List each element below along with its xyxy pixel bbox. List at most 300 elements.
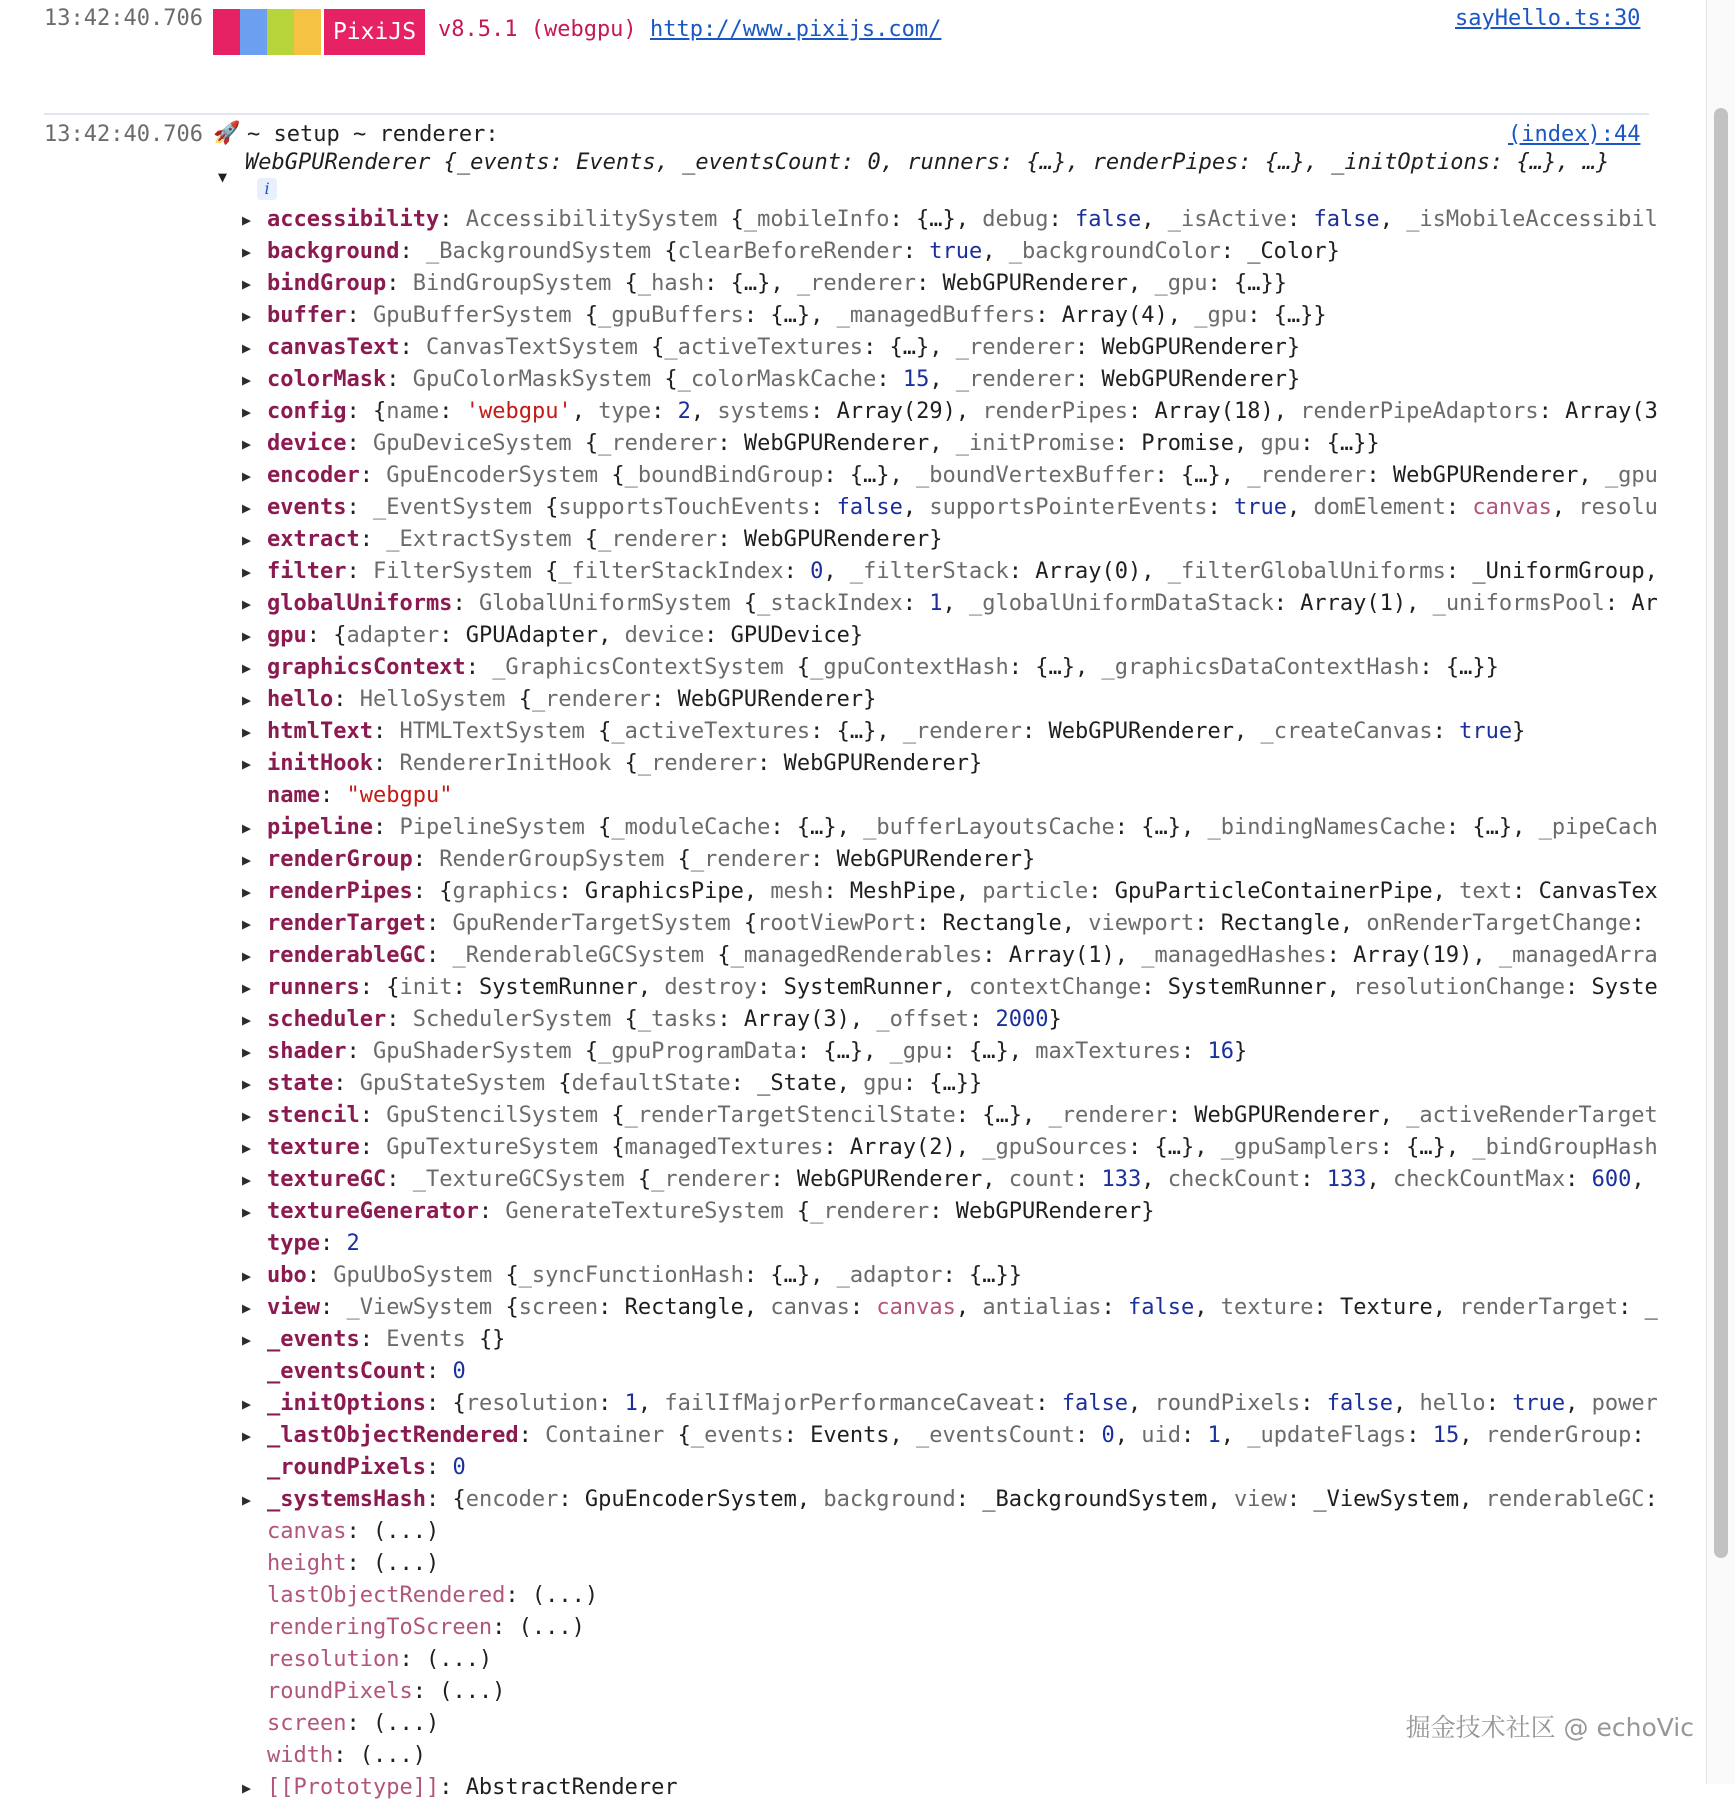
log-message: ~ setup ~ renderer:: [247, 122, 499, 147]
prototype-text: [[Prototype]]: AbstractRenderer: [267, 1775, 678, 1800]
expand-triangle-icon[interactable]: ▶: [242, 1171, 252, 1189]
property-key: initHook: [267, 751, 373, 776]
property-row[interactable]: [242, 1164, 1655, 1196]
property-value-segment: GpuUboSystem: [333, 1263, 506, 1288]
expand-triangle-icon[interactable]: ▶: [242, 1043, 252, 1061]
property-key: bindGroup: [267, 271, 387, 296]
property-value-segment: : _BackgroundSystem,: [955, 1487, 1234, 1512]
property-value-segment: : Array(3: [1538, 399, 1658, 424]
expand-triangle-icon[interactable]: ▶: [242, 531, 252, 549]
property-key: colorMask: [267, 367, 387, 392]
property-value-segment: ,: [1392, 1391, 1420, 1416]
property-value-segment: checkCount: [1167, 1167, 1301, 1192]
property-row[interactable]: [242, 684, 1655, 716]
property-value-segment: FilterSystem: [372, 559, 546, 584]
property-value-segment: : Rectangle,: [1194, 911, 1367, 936]
expand-triangle-icon[interactable]: ▶: [242, 1267, 252, 1285]
property-value-segment: : GPUAdapter,: [439, 623, 625, 648]
pixijs-url-link[interactable]: http://www.pixijs.com/: [650, 17, 942, 42]
property-key: _roundPixels: [267, 1455, 426, 1480]
expand-triangle-icon[interactable]: ▶: [242, 211, 252, 229]
object-summary[interactable]: WebGPURenderer {_events: Events, _eventsCount: 0, runners: {…}, renderPipes: {…}, _initOptions: {…}, …}: [245, 150, 1610, 175]
property-key: texture: [267, 1135, 360, 1160]
property-text: shader: GpuShaderSystem {_gpuProgramData: {…}, _gpu: {…}, maxTextures: 16}: [267, 1039, 1248, 1064]
property-value-segment: HTMLTextSystem: [399, 719, 599, 744]
property-text: renderGroup: RenderGroupSystem {_renderer: WebGPURenderer}: [267, 847, 1036, 872]
property-value-segment: {: [637, 1167, 652, 1192]
property-value-segment: {: [372, 399, 387, 424]
object-properties: [242, 204, 1658, 1804]
property-row[interactable]: [242, 1292, 1658, 1324]
getter-row[interactable]: [245, 1580, 1655, 1612]
property-value-segment: : WebGPURenderer,: [1366, 463, 1605, 488]
getter-value[interactable]: (...): [372, 1551, 440, 1576]
property-key: config: [267, 399, 347, 424]
property-value-segment: uid: [1141, 1423, 1181, 1448]
expand-triangle-icon[interactable]: ▶: [242, 1107, 252, 1125]
property-value-segment: {: [624, 751, 638, 776]
property-value-segment: {: [439, 879, 453, 904]
property-value-segment: _pipeCach: [1538, 815, 1658, 840]
property-row[interactable]: [242, 332, 1655, 364]
property-value-segment: :: [849, 1295, 877, 1320]
property-value-segment: : SystemRunner,: [452, 975, 665, 1000]
property-value-segment: _renderer: [1048, 1103, 1168, 1128]
expand-triangle-icon[interactable]: ▶: [242, 307, 252, 325]
property-row[interactable]: [242, 748, 1655, 780]
property-row[interactable]: [242, 1420, 1655, 1452]
property-text: state: GpuStateSystem {defaultState: _State, gpu: {…}}: [267, 1071, 983, 1096]
expand-triangle-icon[interactable]: ▶: [242, 371, 252, 389]
property-value-segment: :: [1181, 1423, 1208, 1448]
property-value-segment: GpuStateSystem: [359, 1071, 559, 1096]
property-value-segment: : WebGPURenderer}: [757, 751, 983, 776]
property-value-segment: ,: [1379, 207, 1407, 232]
property-value-segment: {: [664, 367, 678, 392]
property-value-segment: : Texture,: [1313, 1295, 1460, 1320]
property-value-segment: _syncFunctionHash: [518, 1263, 744, 1288]
property-key: stencil: [267, 1103, 360, 1128]
property-value-segment: _renderer: [637, 751, 758, 776]
property-value-segment: _boundVertexBuffer: [916, 463, 1155, 488]
property-value-segment: ,: [1286, 495, 1314, 520]
property-value-segment: _managedBuffers: [836, 303, 1036, 328]
property-row[interactable]: [242, 588, 1658, 620]
property-value-segment: _renderTargetStencilState: [624, 1103, 956, 1128]
property-value-segment: {: [505, 1295, 519, 1320]
property-value-segment: {: [452, 1487, 466, 1512]
property-row[interactable]: [242, 364, 1655, 396]
property-value-segment: :: [1035, 1391, 1062, 1416]
property-value-segment: maxTextures: [1035, 1039, 1181, 1064]
property-value-segment: _tasks: [637, 1007, 718, 1032]
getter-row[interactable]: [245, 1676, 1655, 1708]
expand-triangle-icon[interactable]: ▶: [242, 883, 252, 901]
expand-triangle-icon[interactable]: ▶: [242, 691, 252, 709]
property-value-segment: graphics: [452, 879, 559, 904]
property-row[interactable]: [242, 1324, 1655, 1356]
property-value-segment: _managedHashes: [1141, 943, 1327, 968]
getter-value[interactable]: (...): [439, 1679, 506, 1704]
property-value-segment: GpuStencilSystem: [386, 1103, 612, 1128]
getter-key: height: [267, 1551, 347, 1576]
property-value-segment: 0: [1101, 1423, 1115, 1448]
property-text: device: GpuDeviceSystem {_renderer: WebGPURenderer, _initPromise: Promise, gpu: {…}}: [267, 431, 1380, 456]
property-value-segment: 2: [346, 1231, 360, 1256]
property-key: accessibility: [267, 207, 440, 232]
property-value-segment: screen: [518, 1295, 599, 1320]
property-value-segment: 600: [1591, 1167, 1632, 1192]
property-value-segment: failIfMajorPerformanceCaveat: [664, 1391, 1036, 1416]
expand-triangle-icon[interactable]: ▶: [242, 1203, 252, 1221]
expand-triangle-icon[interactable]: ▶: [242, 851, 252, 869]
property-row[interactable]: [242, 1260, 1655, 1292]
property-value-segment: }: [1233, 1039, 1248, 1064]
property-text: events: _EventSystem {supportsTouchEvents: false, supportsPointerEvents: true, domElement: canvas, resolu: [267, 495, 1658, 520]
property-value-segment: _moduleCache: [611, 815, 771, 840]
property-value-segment: {: [452, 1391, 466, 1416]
property-value-segment: _renderer: [651, 1167, 771, 1192]
expand-triangle-icon[interactable]: ▶: [242, 723, 252, 741]
property-value-segment: renderPipeAdaptors: [1300, 399, 1539, 424]
property-value-segment: _offset: [876, 1007, 970, 1032]
property-value-segment: : {…},: [770, 815, 864, 840]
property-text: renderPipes: {graphics: GraphicsPipe, mesh: MeshPipe, particle: GpuParticleContainerPipe, text: CanvasTex: [267, 879, 1658, 904]
expand-triangle-icon[interactable]: ▶: [242, 1779, 252, 1797]
property-value-segment: name: [386, 399, 440, 424]
property-value-segment: : {…},: [823, 463, 917, 488]
property-value-segment: gpu: [863, 1071, 903, 1096]
property-value-segment: _gpuProgramData: [598, 1039, 797, 1064]
property-row[interactable]: [242, 236, 1655, 268]
property-value-segment: _eventsCount: [916, 1423, 1075, 1448]
scrollbar-thumb[interactable]: [1714, 108, 1728, 1558]
rocket-icon: 🚀: [213, 121, 241, 146]
property-value-segment: : Rectangle,: [916, 911, 1089, 936]
property-row[interactable]: [242, 1388, 1658, 1420]
property-value-segment: : {…},: [796, 1039, 890, 1064]
info-icon[interactable]: i: [257, 178, 277, 200]
expand-triangle-icon[interactable]: ▶: [242, 627, 252, 645]
property-value-segment: {: [743, 591, 758, 616]
property-value-segment: 1: [929, 591, 943, 616]
property-value-segment: {: [545, 495, 559, 520]
property-value-segment: ,: [1366, 1167, 1393, 1192]
property-row[interactable]: [242, 268, 1655, 300]
property-value-segment: gpu: [1260, 431, 1301, 456]
property-value-segment: Container: [545, 1423, 678, 1448]
property-value-segment: _gpuBuffers: [598, 303, 744, 328]
property-value-segment: _activeTextures: [664, 335, 864, 360]
property-value-segment: contextChange: [969, 975, 1142, 1000]
property-value-segment: ,: [1194, 1295, 1221, 1320]
property-value-segment: background: [823, 1487, 956, 1512]
property-value-segment: 133: [1101, 1167, 1142, 1192]
property-key: renderableGC: [267, 943, 426, 968]
property-value-segment: HelloSystem: [359, 687, 519, 712]
expand-triangle-icon[interactable]: ▶: [242, 339, 252, 357]
property-value-segment: :: [876, 367, 903, 392]
property-row[interactable]: [242, 460, 1658, 492]
expand-triangle-icon[interactable]: ▶: [242, 275, 252, 293]
property-text: accessibility: AccessibilitySystem {_mobileInfo: {…}, debug: false, _isActive: false, _isMobileAccessibil: [267, 207, 1658, 232]
property-value-segment: GpuShaderSystem: [372, 1039, 585, 1064]
expand-triangle-icon[interactable]: ▶: [242, 659, 252, 677]
property-value-segment: : WebGPURenderer}: [651, 687, 877, 712]
property-value-segment: supportsTouchEvents: [558, 495, 811, 520]
property-text: gpu: {adapter: GPUAdapter, device: GPUDevice}: [267, 623, 864, 648]
property-text: extract: _ExtractSystem {_renderer: WebGPURenderer}: [267, 527, 943, 552]
property-value-segment: ,: [955, 1295, 983, 1320]
property-value-segment: 1: [1207, 1423, 1221, 1448]
property-value-segment: GpuTextureSystem: [386, 1135, 612, 1160]
getter-row[interactable]: [245, 1644, 1655, 1676]
property-value-segment: :: [1300, 1391, 1327, 1416]
property-value-segment: _updateFlags: [1247, 1423, 1407, 1448]
property-value-segment: _EventSystem: [372, 495, 546, 520]
property-value-segment: : {…},: [889, 207, 983, 232]
property-value-segment: GenerateTextureSystem: [505, 1199, 797, 1224]
property-value-segment: GpuBufferSystem: [372, 303, 585, 328]
expand-triangle-icon[interactable]: ▶: [242, 435, 252, 453]
source-link-sayhello[interactable]: sayHello.ts:30: [1455, 6, 1641, 31]
getter-row[interactable]: [245, 1548, 1655, 1580]
property-key: name: [267, 783, 320, 808]
getter-value[interactable]: (...): [359, 1743, 426, 1768]
property-value-segment: _filterStack: [849, 559, 1009, 584]
property-value-segment: _gpu: [889, 1039, 943, 1064]
banner-color-block: [213, 9, 240, 55]
property-text: filter: FilterSystem {_filterStackIndex: 0, _filterStack: Array(0), _filterGlobalUniforms: _UniformGroup,: [267, 559, 1658, 584]
property-value-segment: :: [1048, 207, 1075, 232]
property-value-segment: ,: [637, 1391, 665, 1416]
property-value-segment: _renderer: [690, 847, 811, 872]
property-row[interactable]: [242, 652, 1655, 684]
property-text: background: _BackgroundSystem {clearBeforeRender: true, _backgroundColor: _Color}: [267, 239, 1340, 264]
property-value-segment: : WebGPURenderer,: [717, 431, 956, 456]
expand-triangle-icon[interactable]: ▶: [242, 1395, 252, 1413]
property-value-segment: resolu: [1578, 495, 1658, 520]
property-value-segment: {: [611, 1103, 625, 1128]
property-value-segment: false: [1128, 1295, 1195, 1320]
property-row[interactable]: [242, 620, 1655, 652]
expand-triangle-icon[interactable]: ▶: [242, 755, 252, 773]
property-value-segment: _isMobileAccessibil: [1406, 207, 1658, 232]
getter-row[interactable]: [245, 1516, 1655, 1548]
property-value-segment: _gpuContextHash: [810, 655, 1009, 680]
property-value-segment: Events: [386, 1327, 479, 1352]
property-value-segment: : {…}}: [1419, 655, 1499, 680]
property-row[interactable]: [242, 492, 1658, 524]
property-value-segment: :: [1631, 911, 1645, 936]
expand-triangle-icon[interactable]: ▶: [242, 915, 252, 933]
property-row[interactable]: [242, 876, 1658, 908]
expand-triangle-icon[interactable]: ▶: [242, 467, 252, 485]
property-value-segment: : {…},: [743, 303, 837, 328]
property-key: hello: [267, 687, 334, 712]
expand-triangle-icon[interactable]: ▶: [242, 1011, 252, 1029]
property-value-segment: : {…},: [704, 271, 797, 296]
property-value-segment: _boundBindGroup: [624, 463, 824, 488]
property-row[interactable]: [242, 428, 1655, 460]
property-row[interactable]: [242, 1068, 1655, 1100]
getter-row[interactable]: [245, 1740, 1655, 1772]
banner-color-block: [294, 9, 321, 55]
expand-triangle-icon[interactable]: ▶: [242, 1075, 252, 1093]
property-value-segment: {: [558, 1071, 572, 1096]
property-value-segment: {: [545, 559, 559, 584]
expand-triangle-icon[interactable]: ▶: [242, 1139, 252, 1157]
property-value-segment: : WebGPURenderer,: [1167, 1103, 1407, 1128]
property-value-segment: GpuEncoderSystem: [386, 463, 612, 488]
expand-triangle-icon[interactable]: ▶: [242, 1299, 252, 1317]
property-key: _lastObjectRendered: [267, 1423, 519, 1448]
expand-triangle-icon[interactable]: ▶: [242, 1331, 252, 1349]
property-key: state: [267, 1071, 334, 1096]
property-value-segment: _bindingNamesCache: [1207, 815, 1446, 840]
property-value-segment: ,: [942, 591, 970, 616]
expand-triangle-icon[interactable]: ▶: [242, 403, 252, 421]
property-text: initHook: RendererInitHook {_renderer: WebGPURenderer}: [267, 751, 983, 776]
property-value-segment: :: [1286, 207, 1314, 232]
property-value-segment: ,: [1220, 1423, 1248, 1448]
property-value-segment: _createCanvas: [1260, 719, 1433, 744]
property-value-segment: : {…},: [743, 1263, 837, 1288]
property-text: stencil: GpuStencilSystem {_renderTargetStencilState: {…}, _renderer: WebGPURenderer, _activeRenderTarget: [267, 1103, 1658, 1128]
property-value-segment: : WebGPURenderer}: [929, 1199, 1155, 1224]
property-value-segment: _renderer: [531, 687, 652, 712]
property-value-segment: : Array(1),: [1273, 591, 1433, 616]
property-value-segment: ,: [1565, 1391, 1592, 1416]
property-value-segment: {: [611, 1135, 625, 1160]
getter-text: width: (...): [267, 1743, 426, 1768]
collapse-triangle-icon[interactable]: ▼: [218, 168, 228, 186]
property-value-segment: {: [584, 431, 599, 456]
property-text: htmlText: HTMLTextSystem {_activeTextures: {…}, _renderer: WebGPURenderer, _createCanvas: true}: [267, 719, 1526, 744]
property-row[interactable]: [242, 556, 1658, 588]
property-value-segment: AccessibilitySystem: [465, 207, 731, 232]
getter-value[interactable]: (...): [425, 1647, 493, 1672]
expand-triangle-icon[interactable]: ▶: [242, 563, 252, 581]
property-value-segment: : WebGPURenderer}: [1075, 367, 1301, 392]
property-value-segment: {: [651, 335, 665, 360]
property-value-segment: _gpuSamplers: [1220, 1135, 1380, 1160]
property-value-segment: {: [505, 1263, 519, 1288]
property-value-segment: : Array(3),: [717, 1007, 877, 1032]
expand-triangle-icon[interactable]: ▶: [242, 1491, 252, 1509]
property-row[interactable]: [242, 940, 1658, 972]
getter-key: roundPixels: [267, 1679, 413, 1704]
property-value-segment: false: [1326, 1391, 1393, 1416]
prototype-row[interactable]: [242, 1772, 1655, 1804]
source-link-index[interactable]: (index):44: [1508, 122, 1641, 147]
prototype-key: [[Prototype]]: [267, 1775, 440, 1800]
getter-value[interactable]: (...): [372, 1711, 440, 1736]
log-timestamp-2: 13:42:40.706: [44, 122, 203, 147]
expand-triangle-icon[interactable]: ▶: [242, 595, 252, 613]
getter-value[interactable]: (...): [518, 1615, 585, 1640]
property-row[interactable]: [242, 972, 1658, 1004]
property-value-segment: : WebGPURenderer}: [1075, 335, 1301, 360]
property-key: buffer: [267, 303, 347, 328]
property-key: scheduler: [267, 1007, 387, 1032]
property-row[interactable]: [242, 300, 1655, 332]
property-row[interactable]: [242, 812, 1658, 844]
property-row[interactable]: [242, 844, 1655, 876]
property-key: ubo: [267, 1263, 307, 1288]
property-value-segment: _events: [690, 1423, 784, 1448]
expand-triangle-icon[interactable]: ▶: [242, 819, 252, 837]
property-value-segment: renderableGC: [1485, 1487, 1645, 1512]
property-row[interactable]: [242, 908, 1655, 940]
expand-triangle-icon[interactable]: ▶: [242, 499, 252, 517]
property-row[interactable]: [242, 1100, 1658, 1132]
getter-key: lastObjectRendered: [267, 1583, 506, 1608]
property-value-segment: {: [611, 463, 625, 488]
log-divider: [44, 113, 1649, 115]
property-value-segment: : _: [1618, 1295, 1658, 1320]
property-row[interactable]: [242, 396, 1658, 428]
property-key: globalUniforms: [267, 591, 453, 616]
property-row[interactable]: [242, 204, 1658, 236]
property-value-segment: BindGroupSystem: [412, 271, 625, 296]
property-value-segment: GpuDeviceSystem: [372, 431, 585, 456]
property-value-segment: roundPixels: [1154, 1391, 1301, 1416]
property-value-segment: ,: [1631, 1167, 1645, 1192]
property-value-segment: :: [1300, 1167, 1327, 1192]
property-value-segment: _filterStackIndex: [558, 559, 784, 584]
property-text: config: {name: 'webgpu', type: 2, systems: Array(29), renderPipes: Array(18), renderPipeAdaptors: Array(3: [267, 399, 1658, 424]
property-key: graphicsContext: [267, 655, 466, 680]
property-row[interactable]: [242, 716, 1655, 748]
property-value-segment: :: [1207, 495, 1234, 520]
property-value-segment: _colorMaskCache: [677, 367, 877, 392]
property-row[interactable]: [242, 1196, 1655, 1228]
property-value-segment: destroy: [664, 975, 758, 1000]
expand-triangle-icon[interactable]: ▶: [242, 243, 252, 261]
property-value-segment: : Array(1),: [982, 943, 1142, 968]
property-value-segment: ,: [1114, 1423, 1142, 1448]
getter-row[interactable]: [245, 1612, 1655, 1644]
property-value-segment: rootViewPort: [757, 911, 917, 936]
expand-triangle-icon[interactable]: ▶: [242, 947, 252, 965]
property-row[interactable]: [242, 1484, 1658, 1516]
property-value-segment: : _UniformGroup,: [1445, 559, 1658, 584]
property-value-segment: adapter: [346, 623, 440, 648]
property-value-segment: resolutionChange: [1353, 975, 1566, 1000]
expand-triangle-icon[interactable]: ▶: [242, 1427, 252, 1445]
getter-value[interactable]: (...): [531, 1583, 599, 1608]
scrollbar[interactable]: [1706, 0, 1735, 1784]
property-value-segment: {: [730, 207, 744, 232]
property-value-segment: {: [796, 655, 811, 680]
getter-text: lastObjectRendered: (...): [267, 1583, 599, 1608]
property-value-segment: canvas: [770, 1295, 850, 1320]
property-value-segment: ,: [1128, 1391, 1155, 1416]
property-value-segment: init: [399, 975, 453, 1000]
property-row[interactable]: [242, 524, 1655, 556]
property-key: filter: [267, 559, 347, 584]
property-value-segment: _renderer: [955, 335, 1075, 360]
property-value-segment: :: [1180, 1039, 1208, 1064]
property-row[interactable]: [242, 1004, 1655, 1036]
getter-value[interactable]: (...): [372, 1519, 440, 1544]
property-row[interactable]: [242, 1036, 1655, 1068]
property-row[interactable]: [242, 1132, 1658, 1164]
property-value-segment: :: [902, 591, 930, 616]
property-value-segment: false: [1313, 207, 1380, 232]
expand-triangle-icon[interactable]: ▶: [242, 979, 252, 997]
